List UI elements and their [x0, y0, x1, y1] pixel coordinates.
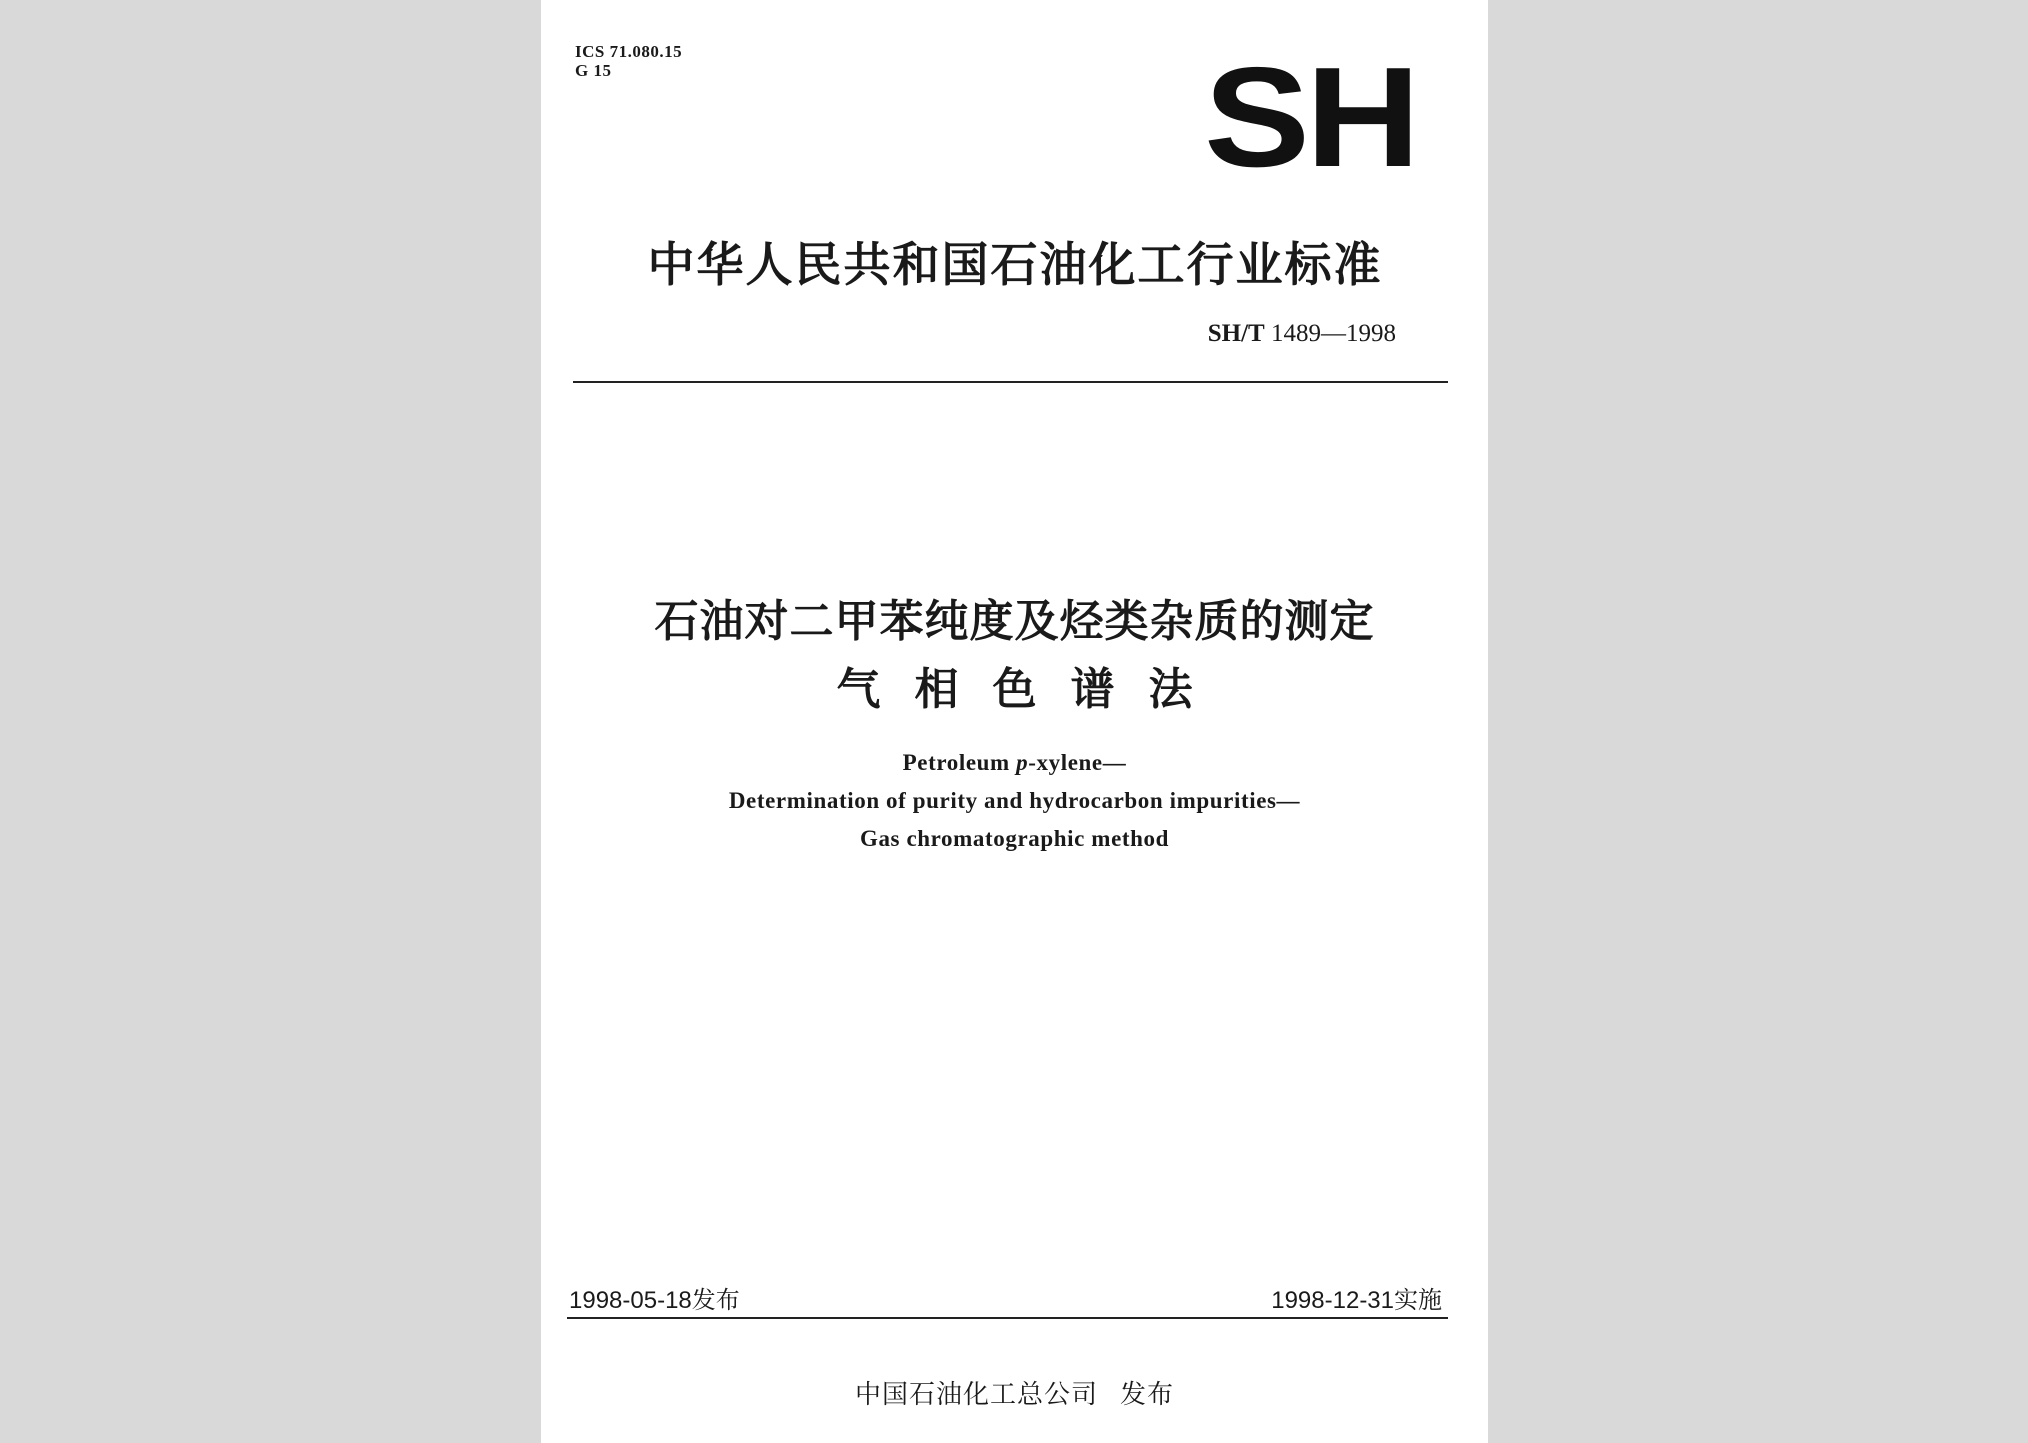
document-page [541, 0, 1488, 1443]
top-divider [573, 381, 1448, 383]
title-en-line2: Determination of purity and hydrocarbon impurities— [728, 788, 1301, 813]
title-en-line1 [541, 744, 1488, 782]
org-title: 中华人民共和国石油化工行业标准 [647, 238, 1383, 293]
bottom-divider [567, 1317, 1448, 1319]
implementation-date: 1998-12-31实施 [1271, 1287, 1442, 1314]
ccs-code: G 15 [575, 61, 612, 80]
issue-date: 1998-05-18发布 [569, 1287, 740, 1314]
standard-code: 1489—1998 [1271, 320, 1396, 347]
title-en-line1-b: -xylene— [1028, 750, 1127, 775]
ics-code: ICS 71.080.15 [575, 42, 683, 61]
title-en-line1-italic: p [1016, 750, 1029, 775]
standard-number [1208, 320, 1396, 348]
classification-codes [575, 42, 682, 80]
sh-logo: SH [1204, 38, 1416, 197]
title-en-line3: Gas chromatographic method [859, 826, 1170, 851]
publisher [541, 1374, 1488, 1411]
publisher-name: 中国石油化工总公司 [854, 1380, 1098, 1410]
title-en-line1-a: Petroleum [902, 750, 1017, 775]
title-en [541, 744, 1488, 858]
publisher-action: 发布 [1120, 1380, 1175, 1410]
title-zh-line2: 气相色谱法 [836, 664, 1227, 715]
standard-prefix: SH/T [1207, 320, 1265, 347]
title-zh-line1: 石油对二甲苯纯度及烃类杂质的测定 [654, 596, 1375, 647]
